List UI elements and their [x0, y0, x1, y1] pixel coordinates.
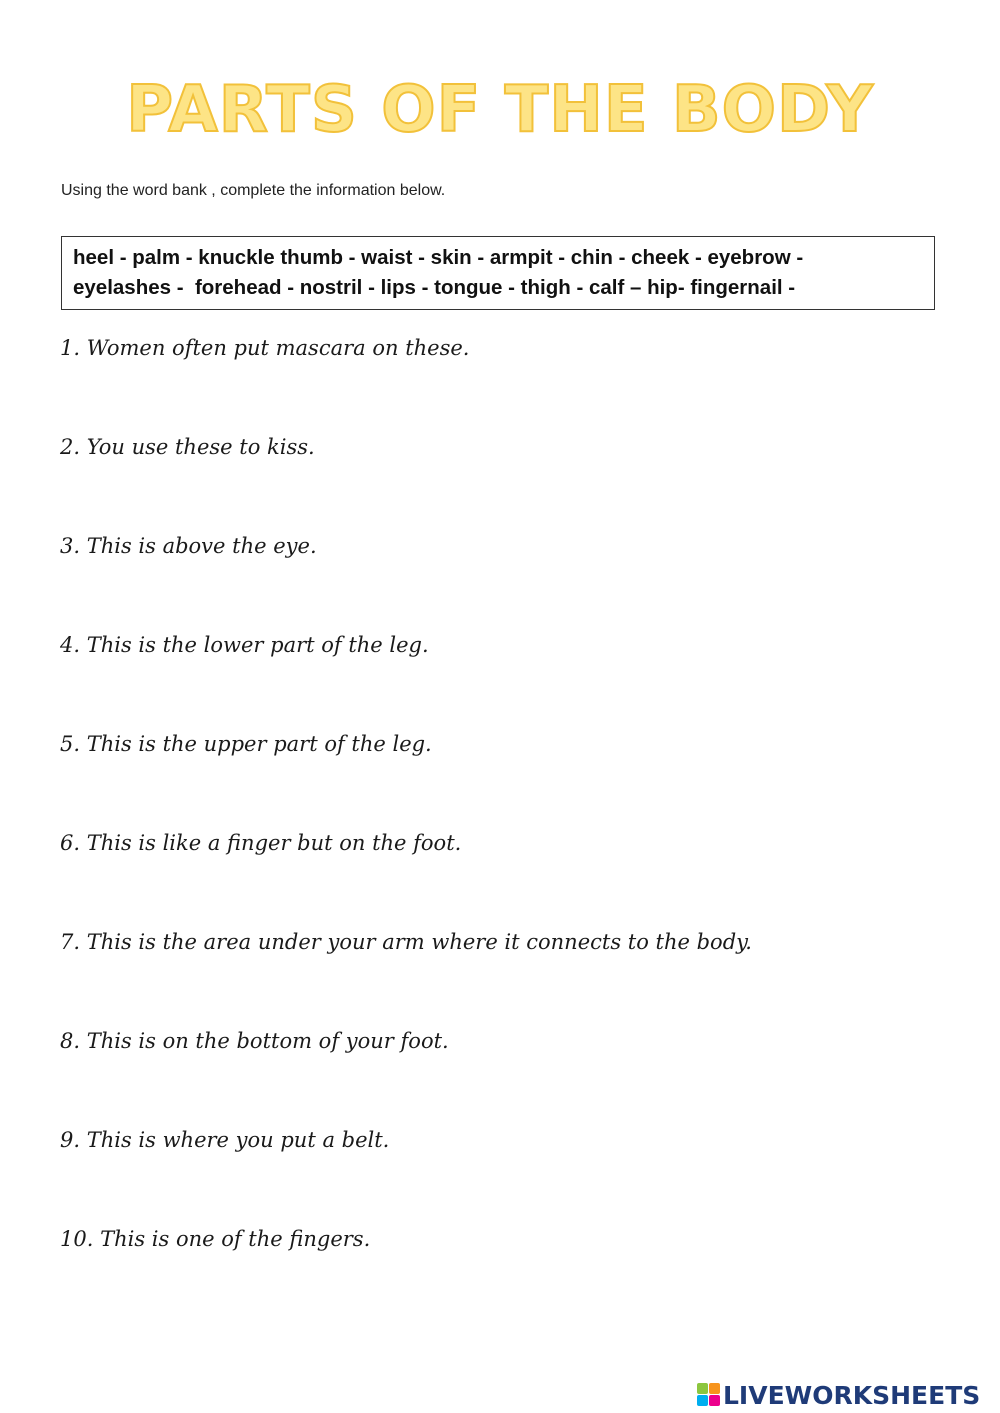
question-6: 6. This is like a finger but on the foot. — [60, 831, 462, 855]
logo-square-green-icon — [697, 1383, 708, 1394]
question-8: 8. This is on the bottom of your foot. — [60, 1029, 449, 1053]
logo-square-pink-icon — [709, 1395, 720, 1406]
logo-square-orange-icon — [709, 1383, 720, 1394]
page-title: PARTS OF THE BODY — [126, 73, 874, 147]
word-bank-line-1: heel - palm - knuckle thumb - waist - skin - armpit - chin - cheek - eyebrow - — [73, 246, 804, 269]
question-1: 1. Women often put mascara on these. — [60, 336, 470, 360]
question-3: 3. This is above the eye. — [60, 534, 317, 558]
instruction-text: Using the word bank , complete the information below. — [61, 182, 446, 199]
question-10: 10. This is one of the fingers. — [60, 1227, 371, 1251]
liveworksheets-logo — [697, 1378, 980, 1412]
question-9: 9. This is where you put a belt. — [60, 1128, 390, 1152]
question-4: 4. This is the lower part of the leg. — [60, 633, 429, 657]
question-2: 2. You use these to kiss. — [60, 435, 315, 459]
liveworksheets-logo-icon — [697, 1383, 721, 1407]
question-5: 5. This is the upper part of the leg. — [60, 732, 432, 756]
logo-text: LIVEWORKSHEETS — [723, 1380, 981, 1410]
question-7: 7. This is the area under your arm where it connects to the body. — [60, 930, 752, 954]
word-bank-line-2: eyelashes - forehead - nostril - lips - tongue - thigh - calf – hip- fingernail - — [73, 276, 796, 299]
logo-square-blue-icon — [697, 1395, 708, 1406]
word-bank-box — [61, 236, 935, 310]
